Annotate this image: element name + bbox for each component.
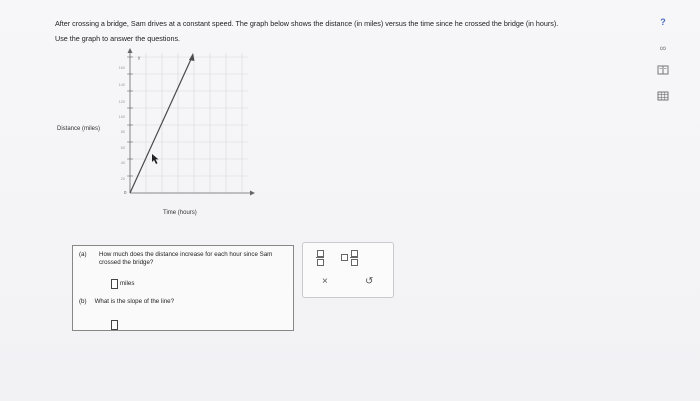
answer-a-row	[111, 275, 134, 293]
y-axis-letter: y	[138, 55, 141, 60]
x-axis-arrow	[250, 191, 255, 196]
mixed-number-button[interactable]	[341, 249, 359, 265]
question-b	[79, 298, 174, 305]
book-icon[interactable]	[655, 65, 671, 79]
x-axis-title: Time (hours)	[163, 210, 197, 216]
undo-button[interactable]: ↺	[365, 276, 374, 287]
answer-b-input[interactable]	[111, 320, 118, 330]
answer-b-row	[111, 316, 118, 334]
question-a-label: (a)	[79, 251, 87, 258]
clear-button[interactable]: ×	[322, 276, 328, 287]
y-axis-arrow	[128, 48, 133, 53]
y-tick-label: 80	[120, 130, 125, 134]
table-icon[interactable]	[655, 91, 671, 105]
y-tick-label: 120	[118, 100, 125, 104]
answer-a-input[interactable]	[111, 279, 118, 289]
question-panel	[72, 245, 294, 331]
question-b-text: What is the slope of the line?	[94, 298, 175, 305]
y-tick-label: 20	[120, 177, 125, 181]
question-a-text: How much does the distance increase for each hour since Sam crossed the bridge?	[99, 251, 273, 266]
y-tick-label: 100	[118, 115, 125, 119]
help-icon[interactable]: ?	[660, 17, 666, 27]
y-tick-label: 140	[118, 83, 125, 87]
link-icon[interactable]: ∞	[659, 43, 667, 53]
y-axis-title: Distance (miles)	[57, 126, 101, 132]
fraction-button[interactable]	[315, 249, 325, 265]
math-toolbar	[302, 242, 394, 298]
grid	[130, 53, 248, 193]
y-tick-label: 160	[118, 66, 125, 70]
prompt-line-2: Use the graph to answer the questions.	[55, 34, 181, 43]
answer-a-unit: miles	[120, 280, 135, 288]
origin-label: 0	[124, 190, 127, 195]
question-b-label: (b)	[79, 298, 87, 305]
y-tick-label: 40	[120, 161, 125, 165]
mouse-cursor-icon	[152, 154, 159, 164]
y-tick-label: 60	[120, 146, 125, 150]
prompt-line-1: After crossing a bridge, Sam drives at a constant speed. The graph below shows the distance (in miles) versus the time since he crossed the bridge (in hours).	[55, 19, 559, 28]
